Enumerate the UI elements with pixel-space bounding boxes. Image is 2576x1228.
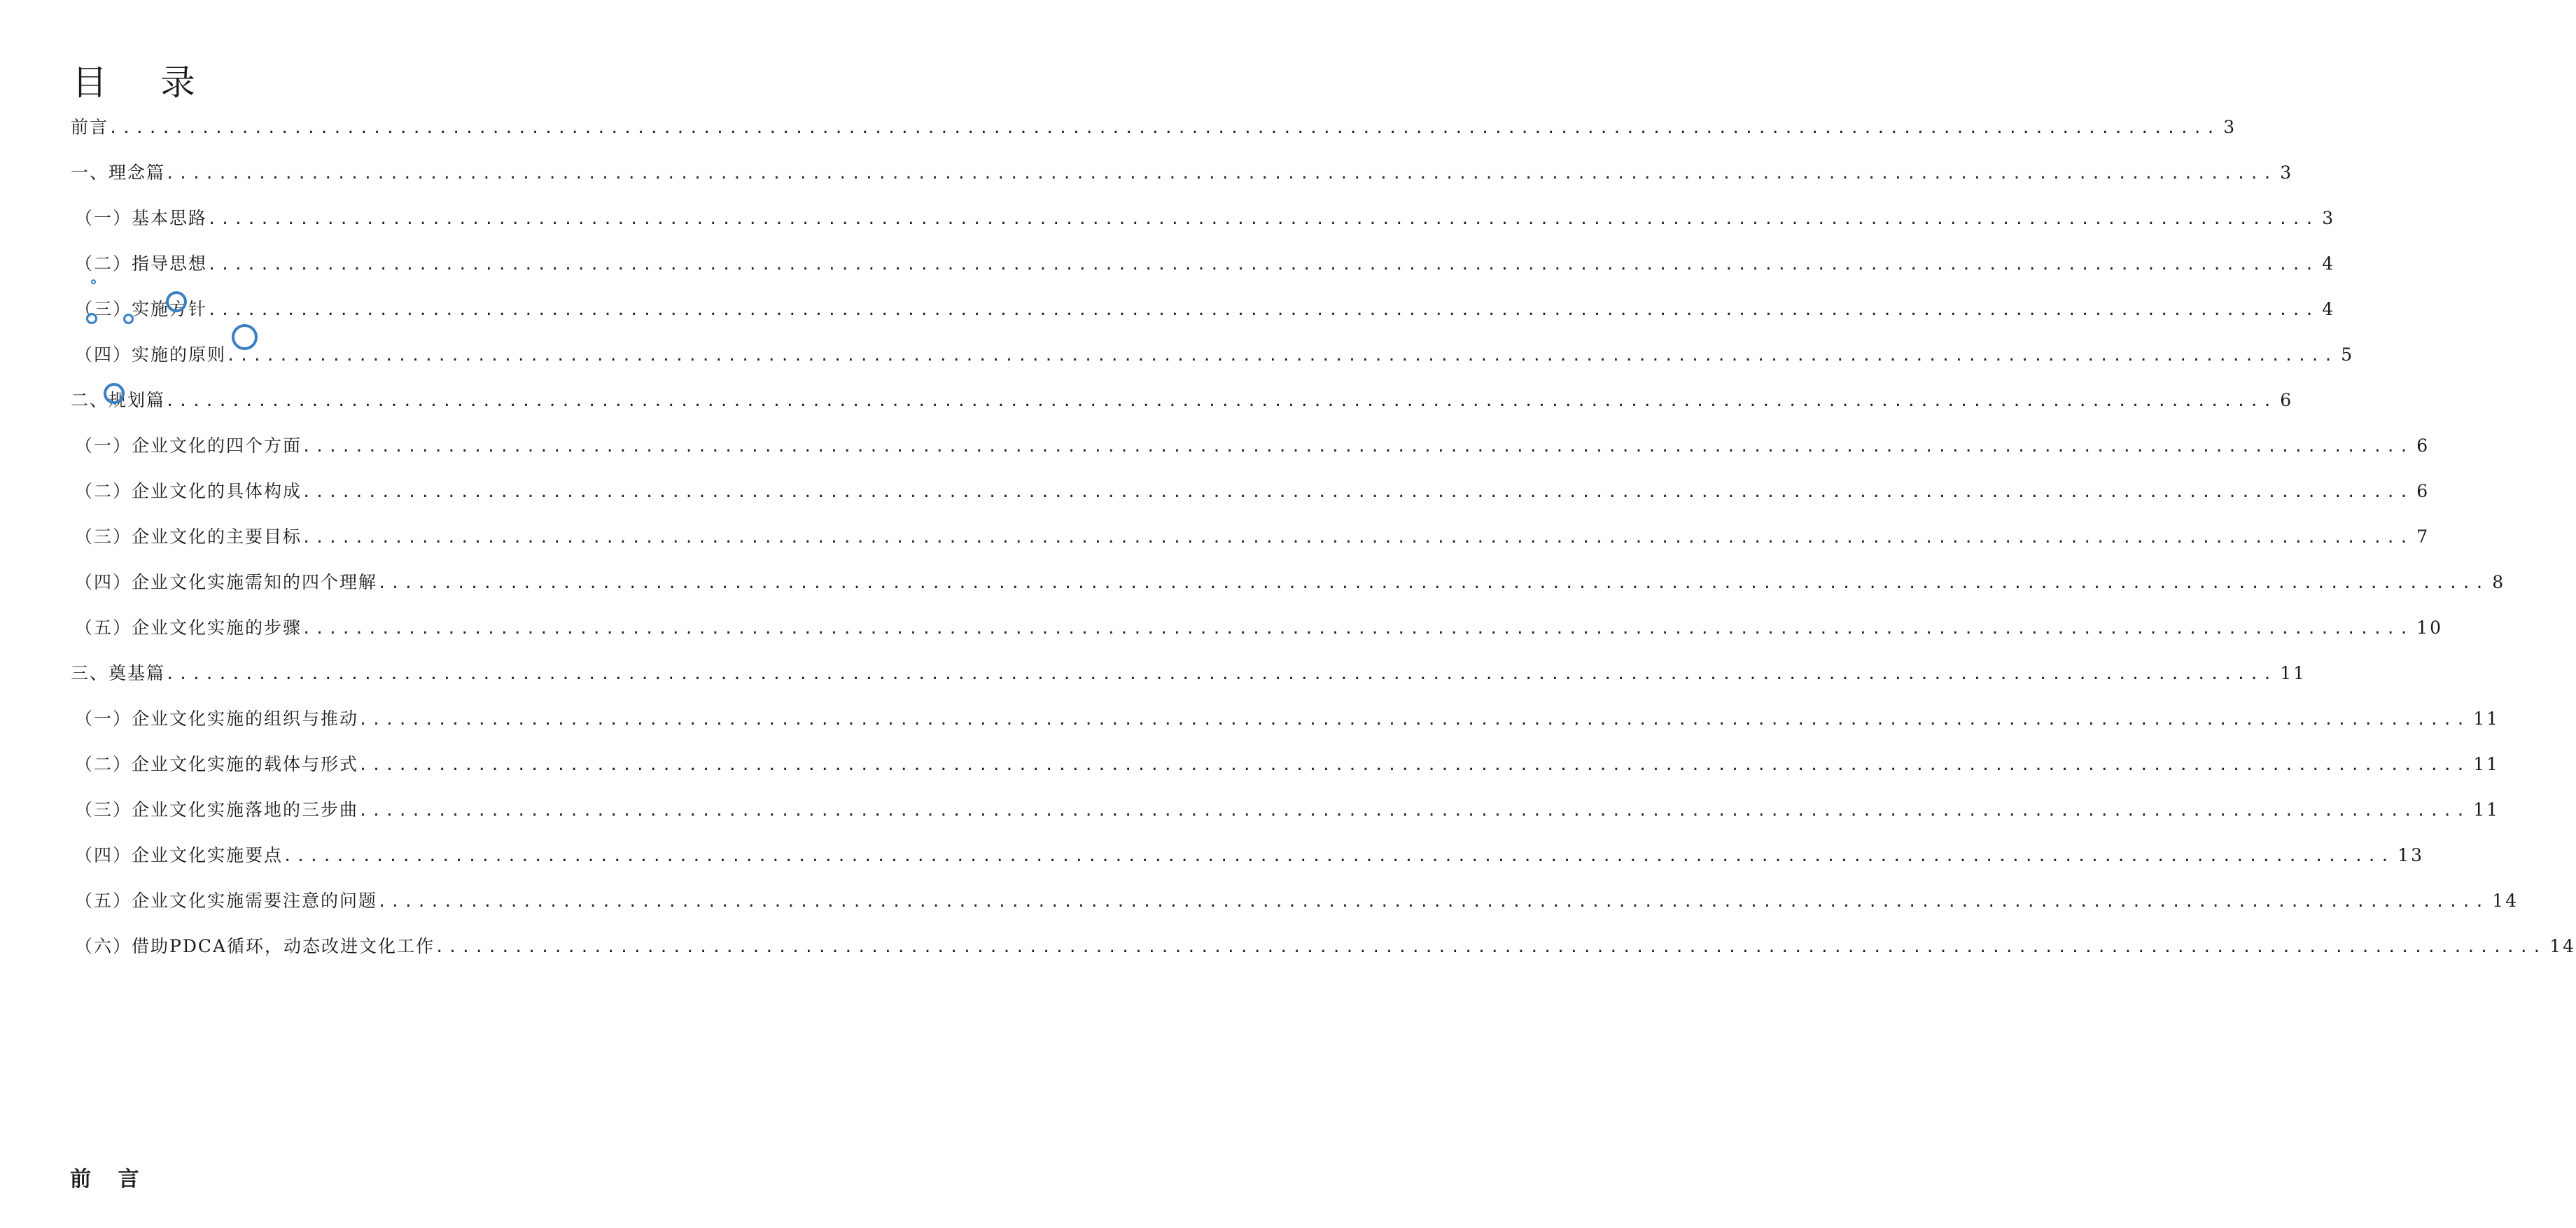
toc-dot-leader: ................................................................................................................................................................ (207, 302, 2318, 319)
toc-entry[interactable] (75, 477, 2430, 505)
toc-entry[interactable] (75, 705, 2500, 733)
toc-entry-label: 三、奠基篇 (71, 663, 166, 683)
bubble-icon (166, 291, 187, 312)
toc-dot-leader: ................................................................................................................................................................ (358, 757, 2470, 774)
toc-entry-label: （五）企业文化实施的步骤 (75, 618, 302, 638)
toc-entry[interactable] (75, 523, 2430, 551)
toc-entry[interactable] (75, 204, 2336, 232)
toc-entry-page-number: 11 (2280, 663, 2307, 683)
toc-entry-page-number: 10 (2416, 618, 2444, 638)
bubble-icon (232, 324, 258, 350)
toc-entry[interactable] (75, 341, 2355, 369)
toc-entry-label: （二）企业文化的具体构成 (75, 481, 302, 501)
toc-entry-page-number: 14 (2492, 891, 2519, 911)
toc-entry-label: （二）指导思想 (75, 253, 208, 274)
toc-dot-leader: ................................................................................................................................................................ (302, 529, 2413, 547)
toc-entry-label: 二、规划篇 (71, 390, 166, 410)
toc-entry-page-number: 11 (2473, 709, 2500, 729)
toc-dot-leader: ................................................................................................................................................................ (207, 211, 2318, 228)
toc-entry-page-number: 6 (2416, 481, 2430, 501)
toc-entry-label: （四）实施的原则 (75, 344, 227, 365)
toc-entry-page-number: 13 (2398, 845, 2425, 865)
toc-entry-label: （四）企业文化实施需知的四个理解 (75, 572, 378, 592)
toc-entry[interactable] (71, 386, 2294, 414)
toc-entry-page-number: 14 (2549, 936, 2576, 956)
toc-entry-page-number: 6 (2416, 435, 2430, 456)
toc-entry-page-number: 4 (2322, 299, 2336, 319)
toc-dot-leader: ................................................................................................................................................................ (302, 620, 2413, 638)
bubble-icon (123, 314, 134, 324)
toc-entry[interactable] (75, 432, 2430, 460)
toc-dot-leader: ................................................................................................................................................................ (165, 393, 2276, 410)
bubble-icon (104, 383, 125, 404)
toc-entry-page-number: 11 (2473, 800, 2500, 820)
toc-entry-label: （一）基本思路 (75, 208, 208, 228)
toc-entry-label: （三）企业文化的主要目标 (75, 526, 302, 547)
toc-entry-page-number: 11 (2473, 754, 2500, 774)
toc-entry[interactable] (75, 842, 2425, 870)
toc-entry[interactable] (75, 796, 2500, 824)
toc-entry-page-number: 4 (2322, 253, 2336, 274)
toc-entry-page-number: 7 (2416, 526, 2430, 547)
toc-dot-leader: ................................................................................................................................................................ (226, 347, 2337, 365)
toc-entry-label: （一）企业文化的四个方面 (75, 435, 302, 456)
toc-entry-page-number: 3 (2322, 208, 2336, 228)
toc-dot-leader: ................................................................................................................................................................ (302, 438, 2413, 456)
toc-entry-page-number: 3 (2280, 162, 2294, 183)
toc-entry[interactable] (75, 250, 2336, 278)
toc-entry[interactable] (71, 113, 2237, 141)
toc-entry[interactable] (75, 614, 2444, 642)
toc-entry[interactable] (75, 568, 2506, 596)
toc-entry-label: （一）企业文化实施的组织与推动 (75, 709, 359, 729)
toc-entry-label: 一、理念篇 (71, 162, 166, 183)
toc-dot-leader: ................................................................................................................................................................ (108, 120, 2220, 137)
bubble-icon (86, 313, 97, 324)
toc-entry-label: （三）实施方针 (75, 299, 208, 319)
toc-dot-leader: ................................................................................................................................................................ (165, 666, 2276, 683)
toc-entry-label: （四）企业文化实施要点 (75, 845, 284, 865)
page-title: 目 录 (72, 62, 216, 103)
toc-dot-leader: ................................................................................................................................................................ (358, 802, 2470, 820)
toc-entry-page-number: 8 (2492, 572, 2506, 592)
toc-entry-page-number: 6 (2280, 390, 2294, 410)
toc-entry-label: （三）企业文化实施落地的三步曲 (75, 800, 359, 820)
toc-entry[interactable] (75, 933, 2576, 961)
section-heading-preface: 前 言 (70, 1167, 149, 1192)
toc-dot-leader: ................................................................................................................................................................ (283, 848, 2394, 865)
toc-entry-label: （二）企业文化实施的载体与形式 (75, 754, 359, 774)
toc-dot-leader: ................................................................................................................................................................ (377, 575, 2488, 592)
toc-entry[interactable] (71, 159, 2294, 187)
toc-entry-label: （六）借助PDCA循环，动态改进文化工作 (75, 936, 435, 956)
toc-entry-page-number: 3 (2223, 117, 2237, 137)
toc-dot-leader: ................................................................................................................................................................ (358, 711, 2470, 729)
toc-dot-leader: ................................................................................................................................................................ (165, 165, 2276, 183)
bubble-icon (91, 279, 96, 284)
toc-entry-label: （五）企业文化实施需要注意的问题 (75, 891, 378, 911)
toc-entry-page-number: 5 (2341, 344, 2355, 365)
toc-entry-label: 前言 (71, 117, 109, 137)
toc-dot-leader: ................................................................................................................................................................ (435, 939, 2546, 956)
toc-dot-leader: ................................................................................................................................................................ (207, 256, 2318, 274)
toc-entry[interactable] (75, 887, 2519, 915)
toc-dot-leader: ................................................................................................................................................................ (377, 893, 2488, 911)
toc-dot-leader: ................................................................................................................................................................ (302, 484, 2413, 501)
toc-entry[interactable] (71, 660, 2307, 688)
toc-entry[interactable] (75, 751, 2500, 779)
